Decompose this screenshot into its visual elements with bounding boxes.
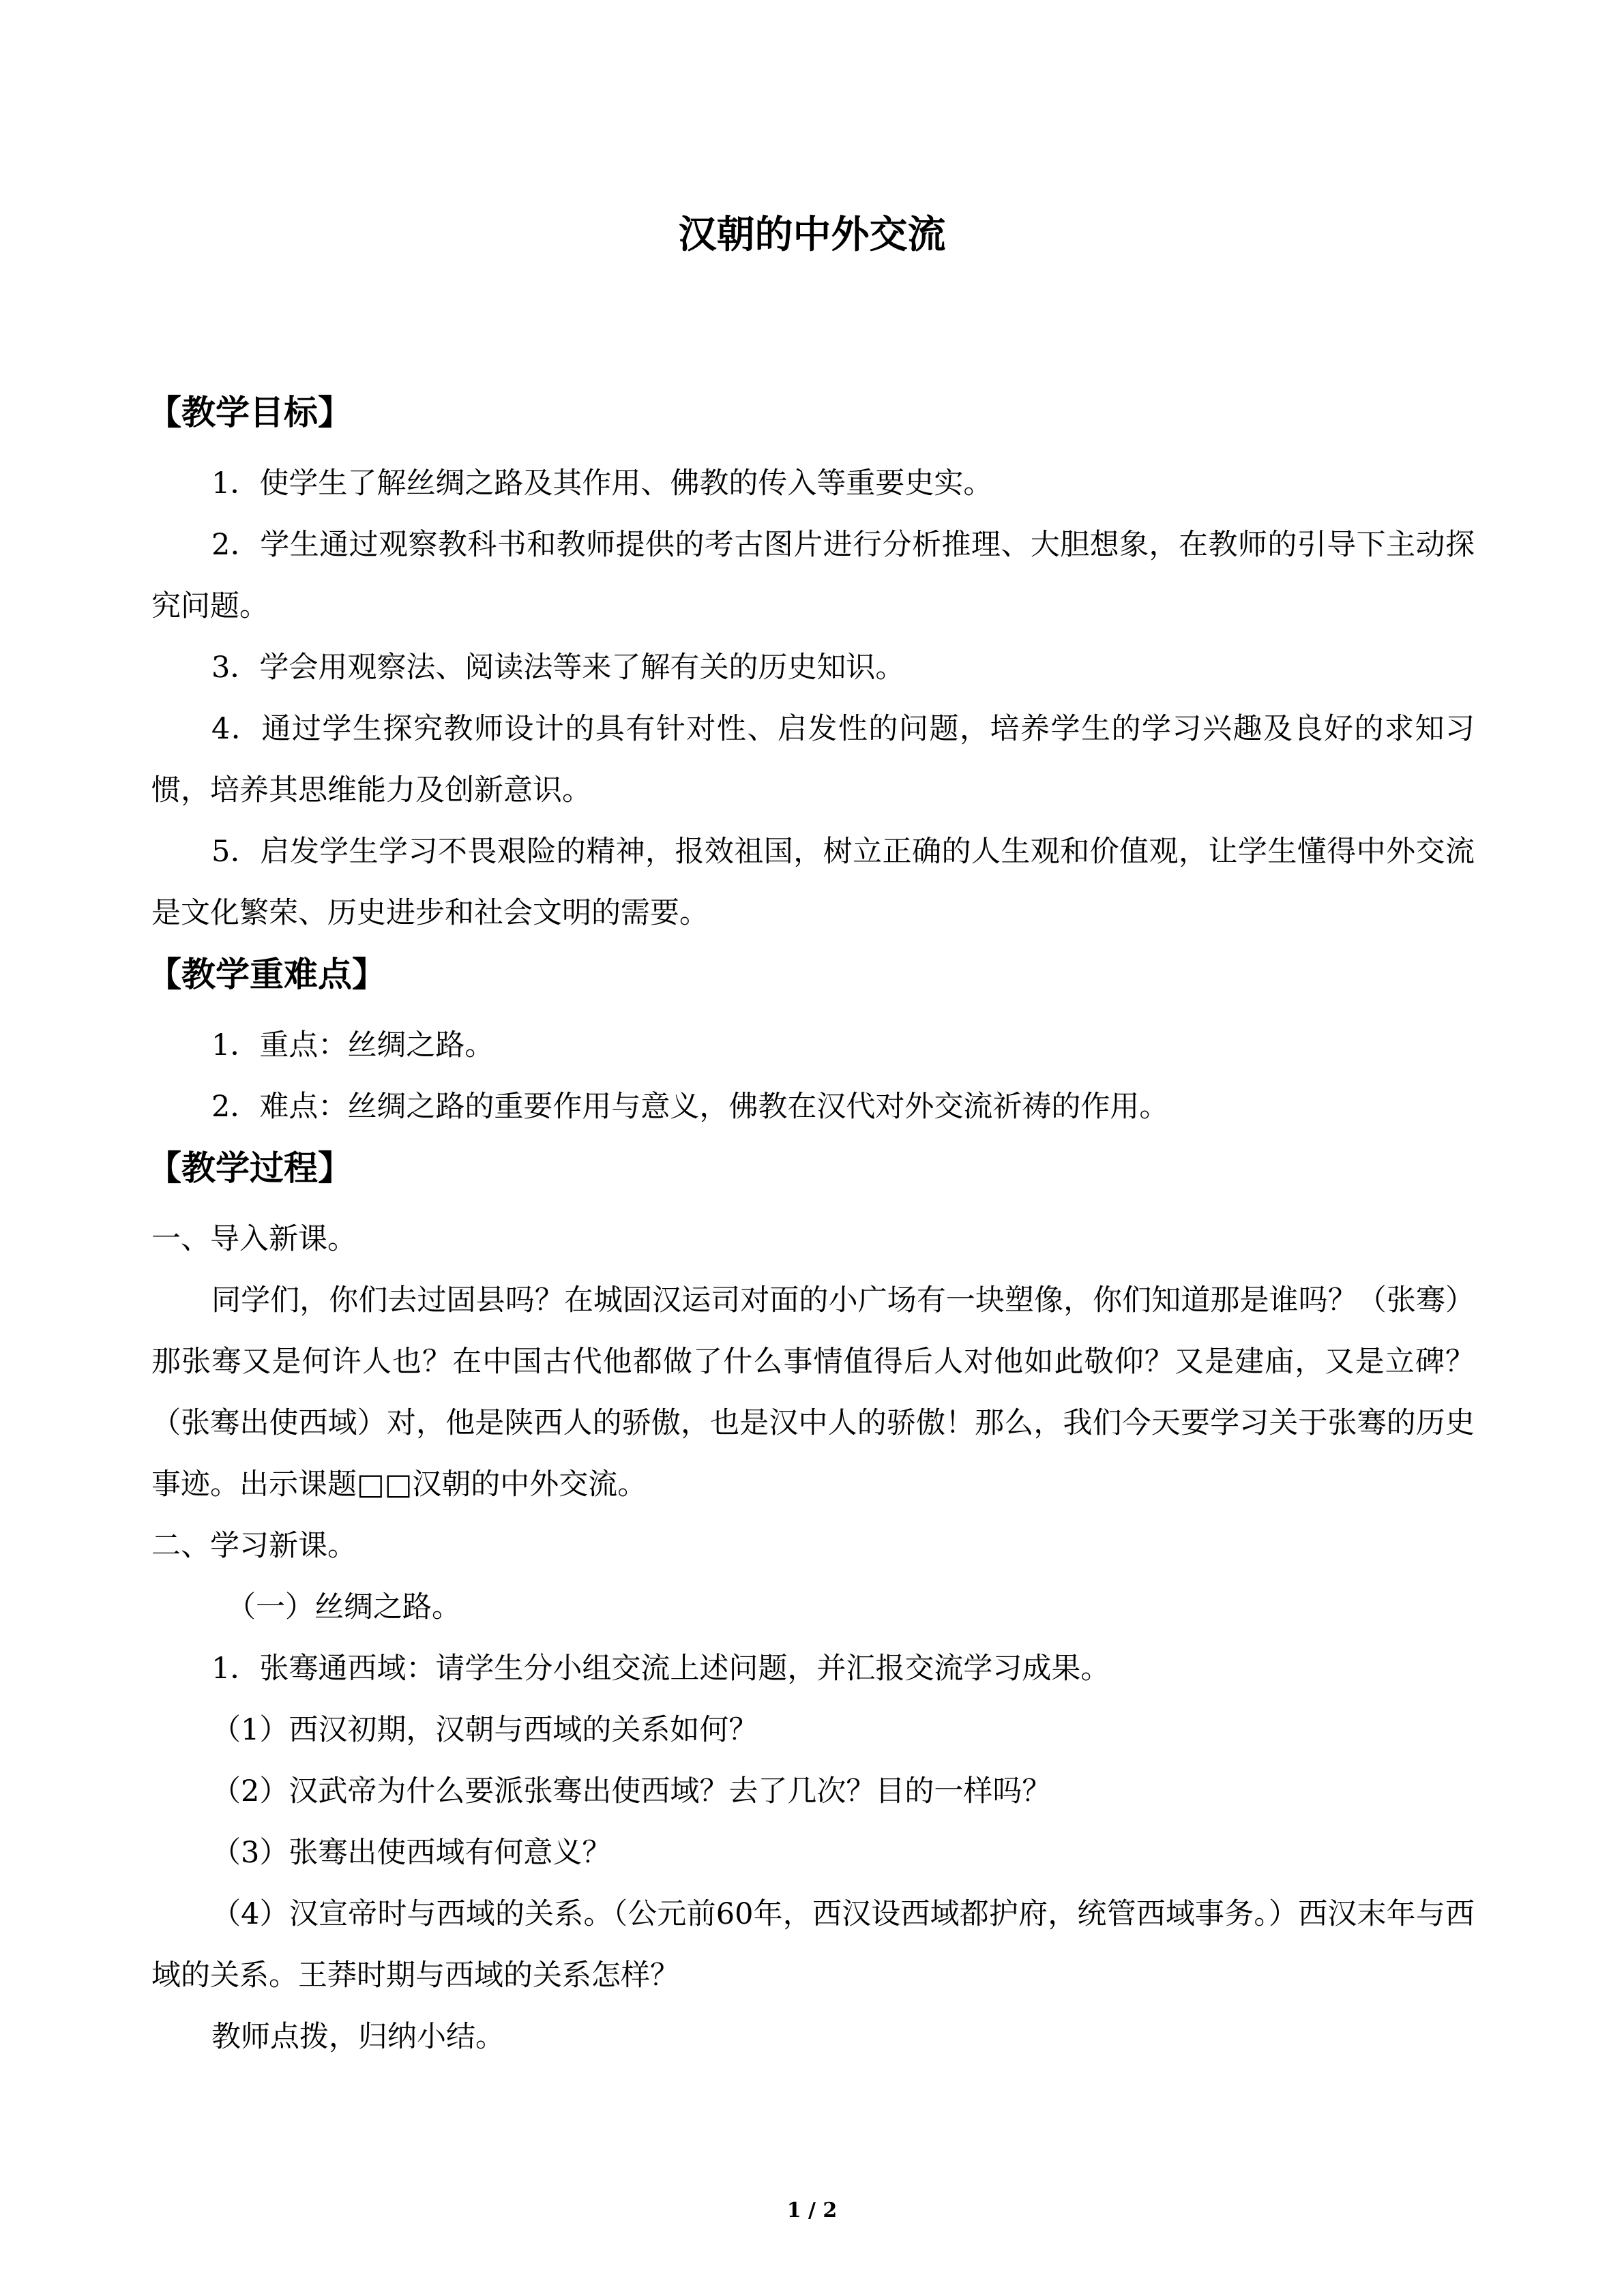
- goal-item-1: 1．使学生了解丝绸之路及其作用、佛教的传入等重要史实。: [211, 466, 993, 501]
- key-point-item-2: 2．难点：丝绸之路的重要作用与意义，佛教在汉代对外交流祈祷的作用。: [211, 1090, 1169, 1124]
- question-2: （2）汉武帝为什么要派张骞出使西域？去了几次？目的一样吗？: [211, 1774, 1052, 1808]
- section-heading-goals: 【教学目标】: [147, 393, 352, 432]
- goal-item-2: 2．学生通过观察教科书和教师提供的考古图片进行分析推理、大胆想象，在教师的引导下主动探究问题。: [151, 528, 1475, 623]
- section-heading-key-points: 【教学重难点】: [147, 955, 386, 994]
- process-item-1: 1．张骞通西域：请学生分小组交流上述问题，并汇报交流学习成果。: [211, 1652, 1110, 1686]
- section-heading-process: 【教学过程】: [147, 1148, 352, 1188]
- page-number: 1 / 2: [786, 2198, 838, 2222]
- question-1: （1）西汉初期，汉朝与西域的关系如何？: [211, 1713, 758, 1747]
- question-3: （3）张骞出使西域有何意义？: [211, 1836, 612, 1870]
- question-4: （4）汉宣帝时与西域的关系。（公元前60年，西汉设西域都护府，统管西域事务。）西汉末年与西域的关系。王莽时期与西域的关系怎样？: [151, 1897, 1475, 1993]
- teacher-summary: 教师点拨，归纳小结。: [211, 2020, 505, 2054]
- goal-item-5: 5．启发学生学习不畏艰险的精神，报效祖国，树立正确的人生观和价值观，让学生懂得中外交流是文化繁荣、历史进步和社会文明的需要。: [151, 835, 1475, 930]
- goal-item-4: 4．通过学生探究教师设计的具有针对性、启发性的问题，培养学生的学习兴趣及良好的求知习惯，培养其思维能力及创新意识。: [151, 712, 1475, 807]
- document-body: [147, 382, 1475, 2068]
- key-point-item-1: 1．重点：丝绸之路。: [211, 1028, 494, 1062]
- subsection-title: （一）丝绸之路。: [226, 1590, 461, 1624]
- intro-title: 一、导入新课。: [151, 1222, 357, 1256]
- page-title: 汉朝的中外交流: [678, 213, 946, 257]
- goal-item-3: 3．学会用观察法、阅读法等来了解有关的历史知识。: [211, 651, 905, 685]
- new-lesson-title: 二、学习新课。: [151, 1529, 357, 1563]
- intro-text: 同学们，你们去过固县吗？在城固汉运司对面的小广场有一块塑像，你们知道那是谁吗？（张骞）那张骞又是何许人也？在中国古代他都做了什么事情值得后人对他如此敬仰？又是建庙，又是立碑？（张骞出使西域）对，他是陕西人的骄傲，也是汉中人的骄傲！那么，我们今天要学习关于张骞的历史事迹。出示课题□□汉朝的中外交流。: [151, 1283, 1475, 1502]
